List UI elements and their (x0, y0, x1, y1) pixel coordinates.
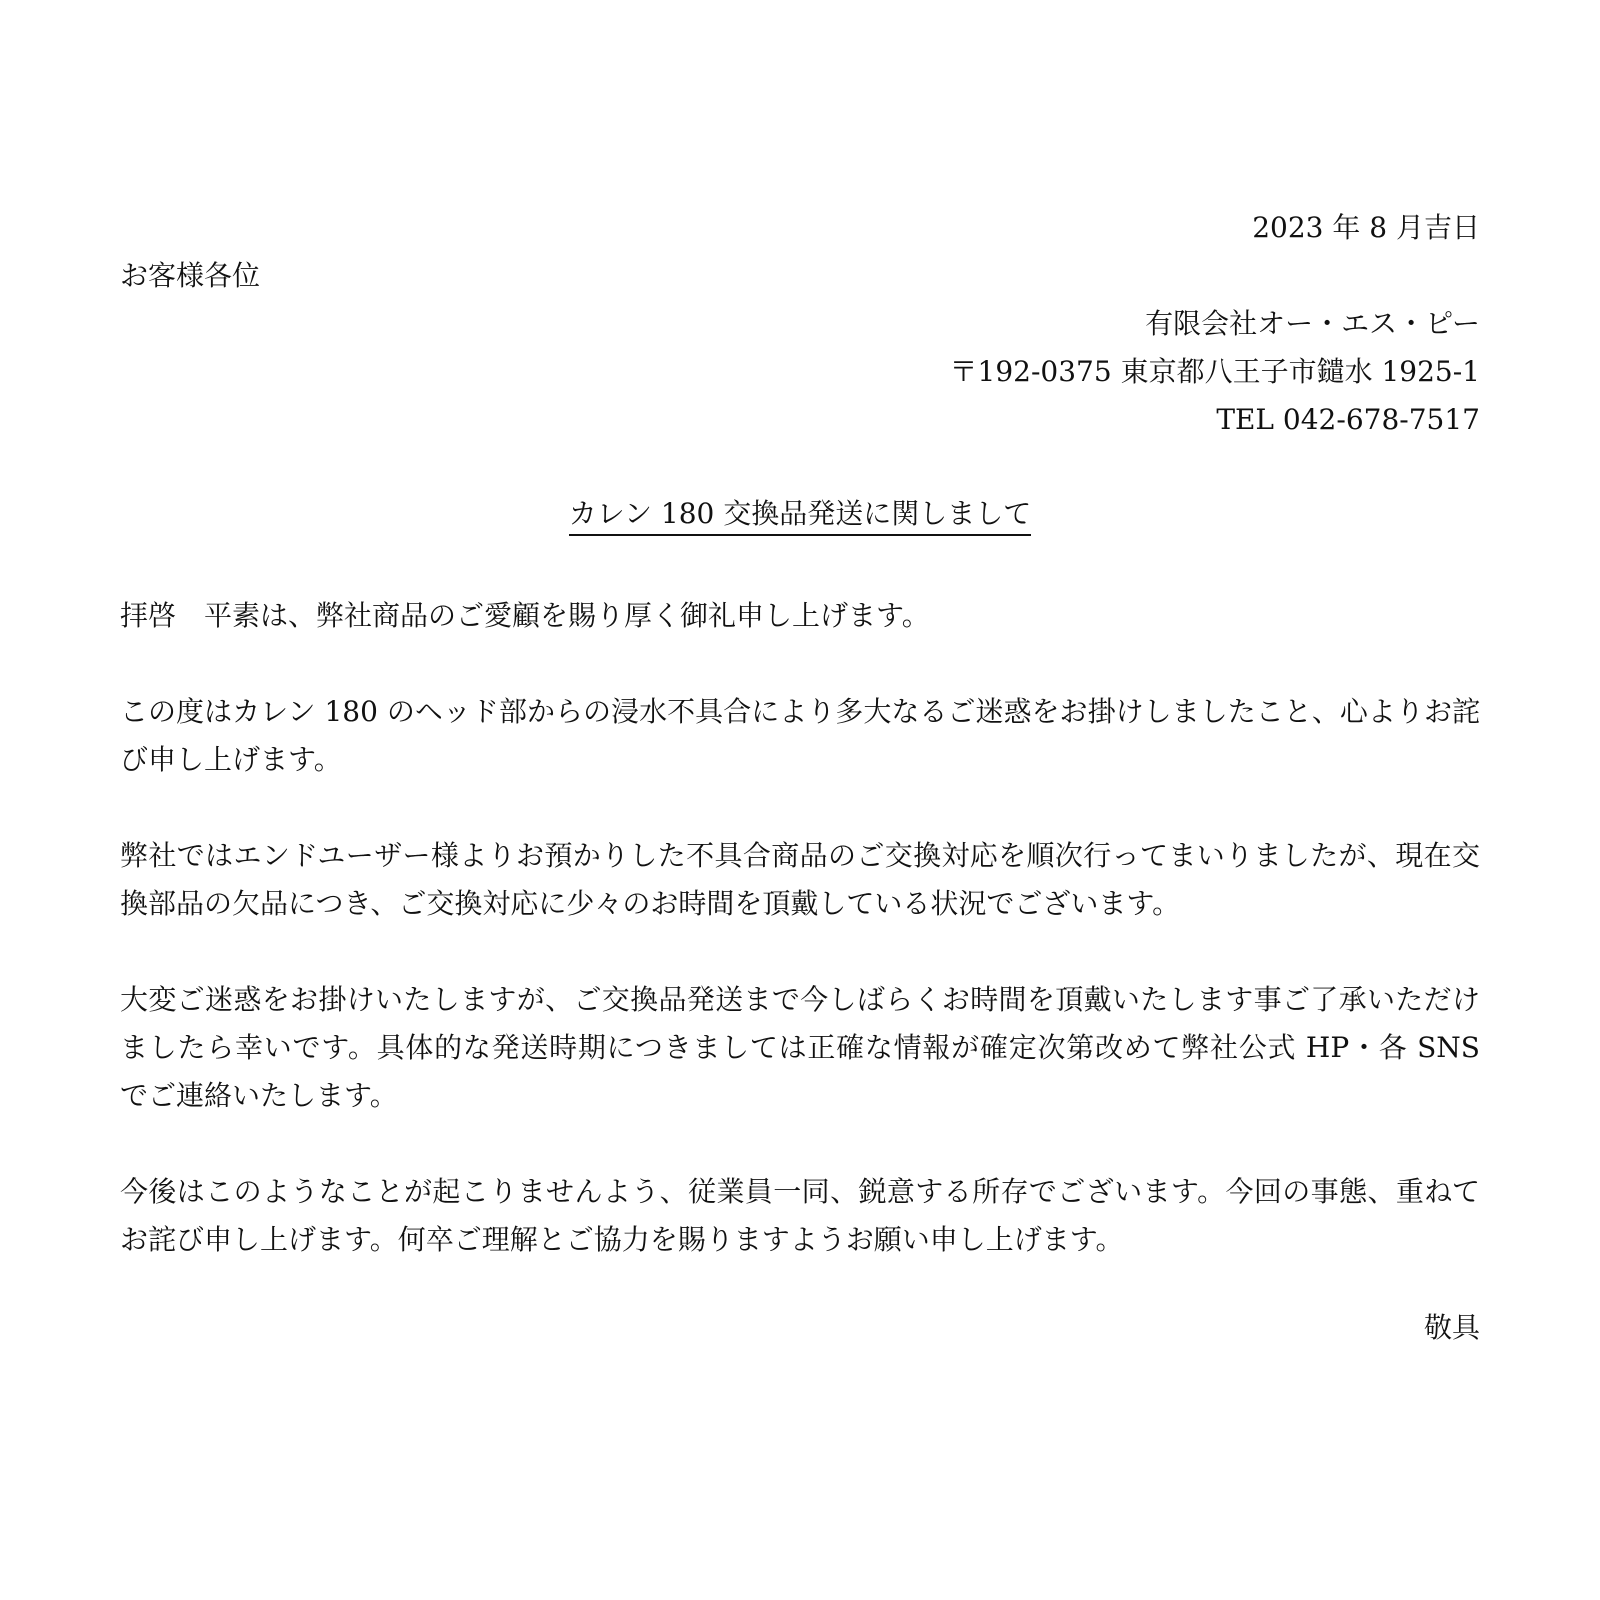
sender-tel: TEL 042-678-7517 (1216, 403, 1480, 436)
sender-company: 有限会社オー・エス・ピー (1145, 307, 1480, 340)
paragraph-closing-remarks: 今後はこのようなことが起こりませんよう、従業員一同、鋭意する所存でございます。今回の事態、重ねてお詫び申し上げます。何卒ご理解とご協力を賜りますようお願い申し上げます。 (120, 1175, 1480, 1256)
sender-address: 〒192-0375 東京都八王子市鑓水 1925-1 (949, 355, 1480, 388)
letter-closing: 敬具 (1423, 1311, 1480, 1344)
letter-date: 2023 年 8 月吉日 (1252, 211, 1480, 244)
paragraph-greeting: 拝啓 平素は、弊社商品のご愛顧を賜り厚く御礼申し上げます。 (120, 599, 930, 632)
letter-recipient: お客様各位 (120, 259, 261, 292)
letter-title: カレン 180 交換品発送に関しまして (569, 496, 1032, 536)
paragraph-status: 弊社ではエンドユーザー様よりお預かりした不具合商品のご交換対応を順次行ってまいりましたが、現在交換部品の欠品につき、ご交換対応に少々のお時間を頂戴している状況でございます。 (120, 839, 1480, 920)
paragraph-schedule: 大変ご迷惑をお掛けいたしますが、ご交換品発送まで今しばらくお時間を頂戴いたします事ご了承いただけましたら幸いです。具体的な発送時期につきましては正確な情報が確定次第改めて弊社公式 HP・各 SNS でご連絡いたします。 (120, 983, 1480, 1112)
letter-title-row (120, 494, 1480, 536)
paragraph-apology: この度はカレン 180 のヘッド部からの浸水不具合により多大なるご迷惑をお掛けしましたこと、心よりお詫び申し上げます。 (120, 695, 1480, 776)
letter-page (120, 0, 1480, 1600)
